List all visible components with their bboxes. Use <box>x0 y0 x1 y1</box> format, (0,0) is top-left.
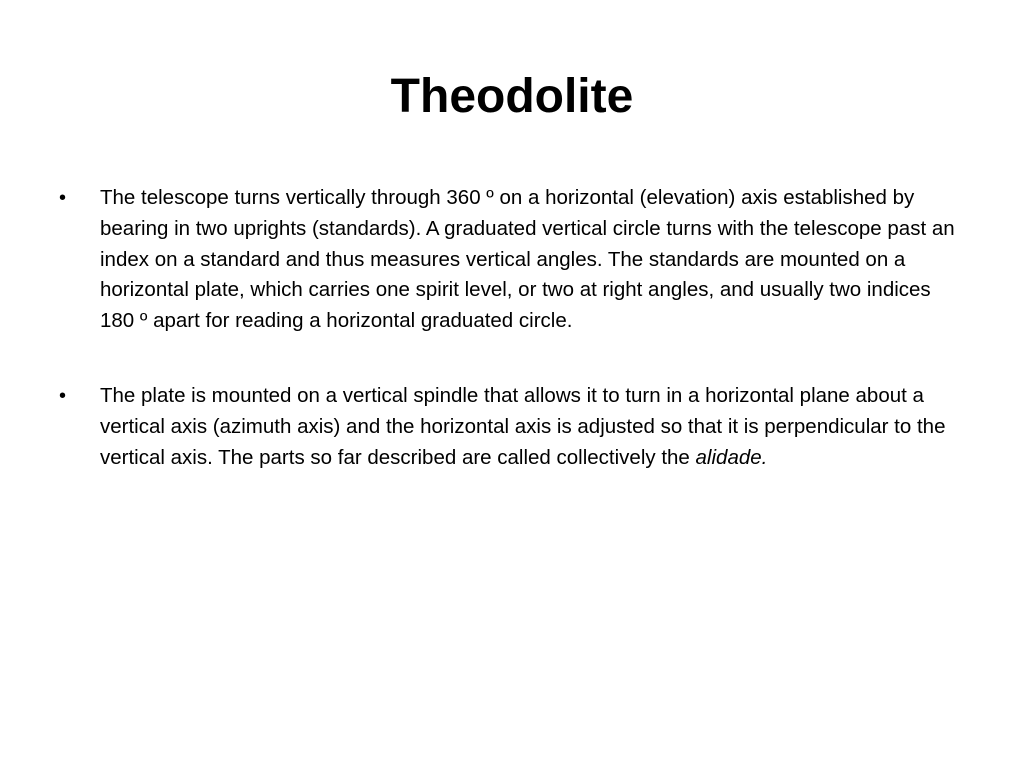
bullet-list <box>56 183 968 517</box>
slide-title: Theodolite <box>390 70 634 123</box>
alidade-term: alidade. <box>695 445 768 469</box>
bullet-text: The plate is mounted on a vertical spindle that allows it to turn in a horizontal plane about a vertical axis (azimuth axis) and the horizontal axis is adjusted so that it is perpendicular to the vertical axis. The parts so far described are called collectively the <box>100 383 946 469</box>
bullet-text: The telescope turns vertically through 360 º on a horizontal (elevation) axis established by bearing in two uprights (standards). A graduated vertical circle turns with the telescope past an index on a standard and thus measures vertical angles. The standards are mounted on a horizontal plate, which carries one spirit level, or two at right angles, and usually two indices 180 º apart for reading a horizontal graduated circle. <box>100 186 955 333</box>
bullet-item-plate <box>56 381 968 473</box>
bullet-icon: • <box>59 187 67 209</box>
bullet-icon: • <box>59 384 67 407</box>
bullet-item-telescope <box>56 183 968 337</box>
